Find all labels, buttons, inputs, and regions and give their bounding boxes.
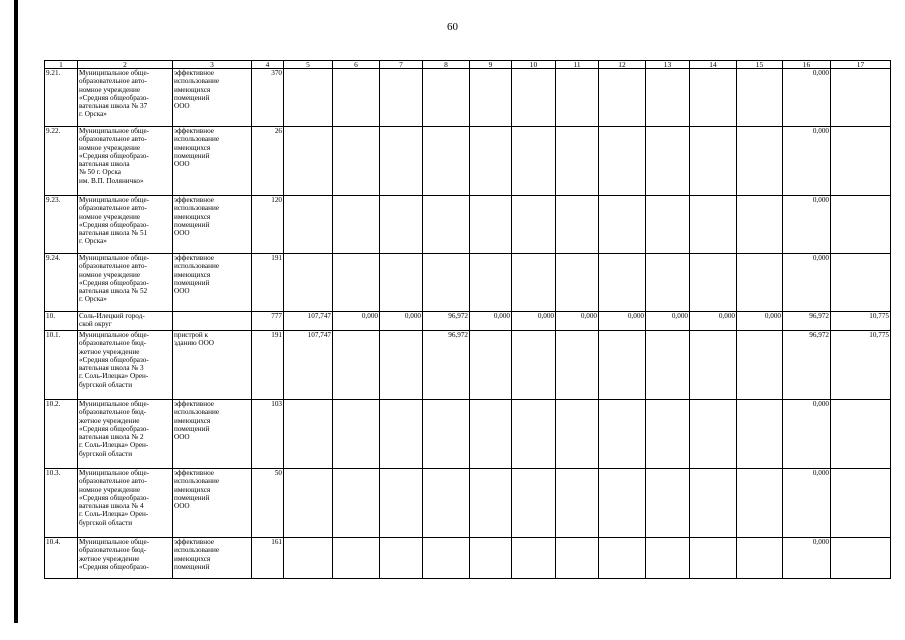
column-header: 2 <box>78 61 173 69</box>
table-cell <box>380 69 423 127</box>
table-cell: 0,000 <box>556 312 599 331</box>
table-cell <box>470 254 512 312</box>
table-cell: 10,775 <box>831 312 891 331</box>
table-cell <box>831 538 891 579</box>
table-cell <box>333 538 380 579</box>
table-cell: 0,000 <box>690 312 737 331</box>
table-cell <box>690 127 737 196</box>
table-cell: Муниципальное обще- образовательное авто- номное учреждение «Средняя общеобразо- вательная школа № 50 г. Орска им. В.П. Поляничко» <box>78 127 173 196</box>
table-cell <box>284 538 333 579</box>
table-cell <box>470 469 512 538</box>
table-cell <box>556 127 599 196</box>
table-cell <box>423 469 470 538</box>
table-cell <box>284 69 333 127</box>
data-table <box>44 60 891 579</box>
table-cell <box>512 127 556 196</box>
table-cell <box>737 400 783 469</box>
table-cell <box>333 196 380 254</box>
table-cell <box>470 331 512 400</box>
column-header: 9 <box>470 61 512 69</box>
table-cell <box>423 254 470 312</box>
table-cell <box>380 538 423 579</box>
table-cell <box>556 69 599 127</box>
table-cell <box>380 254 423 312</box>
column-header: 12 <box>599 61 646 69</box>
table-cell: пристрой к зданию ООО <box>173 331 252 400</box>
table-cell <box>333 469 380 538</box>
table-cell <box>599 331 646 400</box>
table-cell <box>284 254 333 312</box>
table-cell <box>599 196 646 254</box>
table-cell <box>333 331 380 400</box>
table-cell: 0,000 <box>333 312 380 331</box>
table-cell: 26 <box>252 127 284 196</box>
table-row <box>45 254 891 312</box>
table-cell: 10.1. <box>45 331 78 400</box>
table-cell: 777 <box>252 312 284 331</box>
table-cell <box>737 69 783 127</box>
table-cell <box>831 400 891 469</box>
table-cell: эффективное использование имеющихся помещений ООО <box>173 469 252 538</box>
left-margin-bar <box>14 0 18 623</box>
table-cell <box>737 331 783 400</box>
table-cell <box>512 254 556 312</box>
table-cell <box>556 400 599 469</box>
column-header: 13 <box>646 61 690 69</box>
table-cell: 0,000 <box>470 312 512 331</box>
table-cell: 0,000 <box>783 400 831 469</box>
table-cell <box>737 538 783 579</box>
table-cell <box>423 196 470 254</box>
table-cell <box>646 69 690 127</box>
table-cell: 9.22. <box>45 127 78 196</box>
table-cell: 96,972 <box>423 312 470 331</box>
table-cell <box>512 331 556 400</box>
table-row <box>45 469 891 538</box>
table-cell <box>646 469 690 538</box>
table-cell <box>380 196 423 254</box>
table-cell: 0,000 <box>783 254 831 312</box>
table-cell <box>512 196 556 254</box>
table-cell: 96,972 <box>783 331 831 400</box>
table-cell <box>380 400 423 469</box>
table-cell <box>512 469 556 538</box>
table-cell: 0,000 <box>783 469 831 538</box>
table-row <box>45 331 891 400</box>
table-cell <box>470 400 512 469</box>
column-header: 8 <box>423 61 470 69</box>
table-row <box>45 538 891 579</box>
table-cell <box>737 254 783 312</box>
table-cell <box>380 469 423 538</box>
table-cell <box>556 254 599 312</box>
table-cell <box>284 400 333 469</box>
table-cell <box>423 538 470 579</box>
table-cell: эффективное использование имеющихся помещений ООО <box>173 400 252 469</box>
table-cell: 107,747 <box>284 331 333 400</box>
table-cell: 191 <box>252 331 284 400</box>
table-cell <box>284 469 333 538</box>
table-cell: эффективное использование имеющихся помещений ООО <box>173 127 252 196</box>
table-cell <box>173 312 252 331</box>
table-cell: 103 <box>252 400 284 469</box>
table-cell <box>556 538 599 579</box>
column-header: 7 <box>380 61 423 69</box>
table-cell: 10,775 <box>831 331 891 400</box>
table-cell: Муниципальное обще- образовательное авто- номное учреждение «Средняя общеобразо- вательная школа № 52 г. Орска» <box>78 254 173 312</box>
table-cell: 0,000 <box>783 538 831 579</box>
table-cell <box>556 469 599 538</box>
table-cell: эффективное использование имеющихся помещений ООО <box>173 196 252 254</box>
table-row <box>45 400 891 469</box>
table-cell: 107,747 <box>284 312 333 331</box>
table-cell <box>284 127 333 196</box>
table-cell: 120 <box>252 196 284 254</box>
table-cell <box>423 69 470 127</box>
table-cell <box>333 254 380 312</box>
table-cell: 0,000 <box>512 312 556 331</box>
table-cell <box>470 127 512 196</box>
table-cell <box>284 196 333 254</box>
table-cell <box>690 196 737 254</box>
table-cell <box>690 469 737 538</box>
table-cell <box>423 127 470 196</box>
table-cell <box>333 69 380 127</box>
table-cell <box>556 331 599 400</box>
table-cell: 0,000 <box>783 69 831 127</box>
column-header: 1 <box>45 61 78 69</box>
table-cell <box>599 400 646 469</box>
table-cell <box>599 469 646 538</box>
table-cell <box>599 538 646 579</box>
column-header: 10 <box>512 61 556 69</box>
table-cell: 0,000 <box>783 127 831 196</box>
table-cell <box>831 254 891 312</box>
table-cell <box>831 196 891 254</box>
table-cell: 9.23. <box>45 196 78 254</box>
table-cell <box>690 331 737 400</box>
table-cell: 0,000 <box>783 196 831 254</box>
table-cell <box>690 254 737 312</box>
page-number: 60 <box>447 21 458 33</box>
table-cell: 9.24. <box>45 254 78 312</box>
table-cell <box>646 400 690 469</box>
table-cell <box>512 538 556 579</box>
table-cell <box>380 331 423 400</box>
table-cell <box>599 69 646 127</box>
table-cell: 0,000 <box>737 312 783 331</box>
column-header: 16 <box>783 61 831 69</box>
table-cell <box>512 69 556 127</box>
table-cell: эффективное использование имеющихся помещений <box>173 538 252 579</box>
table-cell: эффективное использование имеющихся помещений ООО <box>173 254 252 312</box>
table-cell <box>831 469 891 538</box>
table-cell <box>380 127 423 196</box>
table-cell: 10.3. <box>45 469 78 538</box>
table-row <box>45 127 891 196</box>
table-cell: Муниципальное обще- образовательное бюд- жетное учреждение «Средняя общеобразо- вательная школа № 3 г. Соль-Илецка» Орен- бургской области <box>78 331 173 400</box>
table-cell: 370 <box>252 69 284 127</box>
table-cell: Соль-Илецкий город- ской округ <box>78 312 173 331</box>
table-cell: Муниципальное обще- образовательное бюд- жетное учреждение «Средняя общеобразо- <box>78 538 173 579</box>
column-header: 6 <box>333 61 380 69</box>
table-header-row <box>45 61 891 69</box>
table-cell: Муниципальное обще- образовательное авто- номное учреждение «Средняя общеобразо- вательная школа № 51 г. Орска» <box>78 196 173 254</box>
table-cell: 10.4. <box>45 538 78 579</box>
table-cell <box>599 127 646 196</box>
table-cell <box>690 400 737 469</box>
table-cell <box>831 69 891 127</box>
table-cell <box>690 538 737 579</box>
table-cell: эффективное использование имеющихся помещений ООО <box>173 69 252 127</box>
table-cell: 0,000 <box>599 312 646 331</box>
table-cell: 161 <box>252 538 284 579</box>
table-row <box>45 69 891 127</box>
table-cell <box>737 127 783 196</box>
table-cell: 96,972 <box>783 312 831 331</box>
table-cell <box>333 400 380 469</box>
column-header: 11 <box>556 61 599 69</box>
table-cell <box>831 127 891 196</box>
table-cell: 96,972 <box>423 331 470 400</box>
table-cell <box>333 127 380 196</box>
table-row <box>45 312 891 331</box>
column-header: 3 <box>173 61 252 69</box>
table-cell <box>646 538 690 579</box>
table-cell <box>470 196 512 254</box>
column-header: 15 <box>737 61 783 69</box>
table-cell: Муниципальное обще- образовательное бюд- жетное учреждение «Средняя общеобразо- вательная школа № 2 г. Соль-Илецка» Орен- бургской области <box>78 400 173 469</box>
table-cell <box>470 69 512 127</box>
column-header: 14 <box>690 61 737 69</box>
table-cell: 10. <box>45 312 78 331</box>
table-cell <box>599 254 646 312</box>
table-cell: 0,000 <box>380 312 423 331</box>
table-cell <box>737 196 783 254</box>
column-header: 4 <box>252 61 284 69</box>
table-cell <box>423 400 470 469</box>
column-header: 17 <box>831 61 891 69</box>
table-cell: 50 <box>252 469 284 538</box>
table-cell <box>646 196 690 254</box>
table-cell <box>646 254 690 312</box>
table-cell <box>646 331 690 400</box>
table-cell: 9.21. <box>45 69 78 127</box>
table-cell: 10.2. <box>45 400 78 469</box>
column-header: 5 <box>284 61 333 69</box>
table-cell: Муниципальное обще- образовательное авто- номное учреждение «Средняя общеобразо- вательная школа № 37 г. Орска» <box>78 69 173 127</box>
table-cell: 0,000 <box>646 312 690 331</box>
table-row <box>45 196 891 254</box>
table-cell <box>690 69 737 127</box>
table-cell: Муниципальное обще- образовательное авто- номное учреждение «Средняя общеобразо- вательная школа № 4 г. Соль-Илецка» Орен- бургской области <box>78 469 173 538</box>
table-cell: 191 <box>252 254 284 312</box>
table-cell <box>512 400 556 469</box>
table-cell <box>737 469 783 538</box>
table-cell <box>556 196 599 254</box>
table-cell <box>470 538 512 579</box>
table-cell <box>646 127 690 196</box>
